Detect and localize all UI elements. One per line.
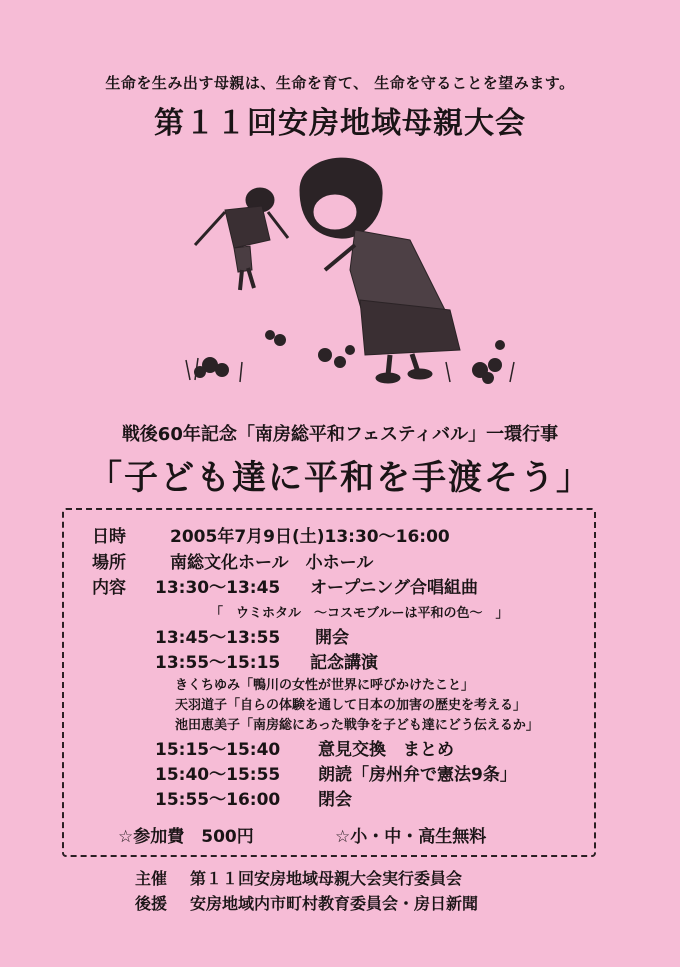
sponsor: 安房地域内市町村教育委員会・房日新聞	[190, 894, 479, 913]
schedule-time: 13:30～13:45	[155, 578, 281, 598]
schedule-title: 閉会	[318, 790, 352, 810]
content-label: 内容	[92, 578, 126, 598]
place-label: 場所	[92, 553, 126, 573]
schedule-title: 意見交換 まとめ	[318, 740, 454, 760]
organizer: 第１１回安房地域母親大会実行委員会	[190, 869, 463, 888]
fee-text: ☆参加費 500円	[118, 827, 254, 847]
children-picking-flowers-illustration	[150, 150, 540, 400]
schedule-note: 「 ウミホタル ～コスモブルーは平和の色～ 」	[210, 606, 509, 621]
tagline: 生命を生み出す母親は、生命を育て、 生命を守ることを望みます。	[105, 74, 575, 92]
lecture-note: きくちゆみ「鴨川の女性が世界に呼びかけたこと」	[175, 678, 475, 693]
schedule-time: 13:55～15:15	[155, 653, 281, 673]
free-text: ☆小・中・高生無料	[335, 827, 487, 847]
sponsor-label: 後援	[135, 894, 168, 913]
schedule-time: 15:55～16:00	[155, 790, 281, 810]
date-label: 日時	[92, 527, 126, 547]
schedule-time: 13:45～13:55	[155, 628, 281, 648]
organizer-label: 主催	[135, 869, 168, 888]
page-title: 第１１回安房地域母親大会	[154, 106, 526, 141]
schedule-title: 朗読「房州弁で憲法9条」	[318, 765, 517, 785]
lecture-note: 池田恵美子「南房総にあった戦争を子ども達にどう伝えるか」	[175, 718, 539, 733]
schedule-title: オープニング合唱組曲	[310, 578, 478, 598]
event-headline: 「子ども達に平和を手渡そう」	[88, 458, 592, 498]
place-value: 南総文化ホール 小ホール	[170, 553, 374, 573]
schedule-time: 15:15～15:40	[155, 740, 281, 760]
event-subtitle: 戦後60年記念「南房総平和フェスティバル」一環行事	[121, 424, 559, 445]
schedule-title: 開会	[315, 628, 349, 648]
lecture-note: 天羽道子「自らの体験を通して日本の加害の歴史を考える」	[175, 698, 527, 713]
date-value: 2005年7月9日(土)13:30～16:00	[170, 527, 450, 547]
schedule-time: 15:40～15:55	[155, 765, 281, 785]
schedule-title: 記念講演	[310, 653, 378, 673]
